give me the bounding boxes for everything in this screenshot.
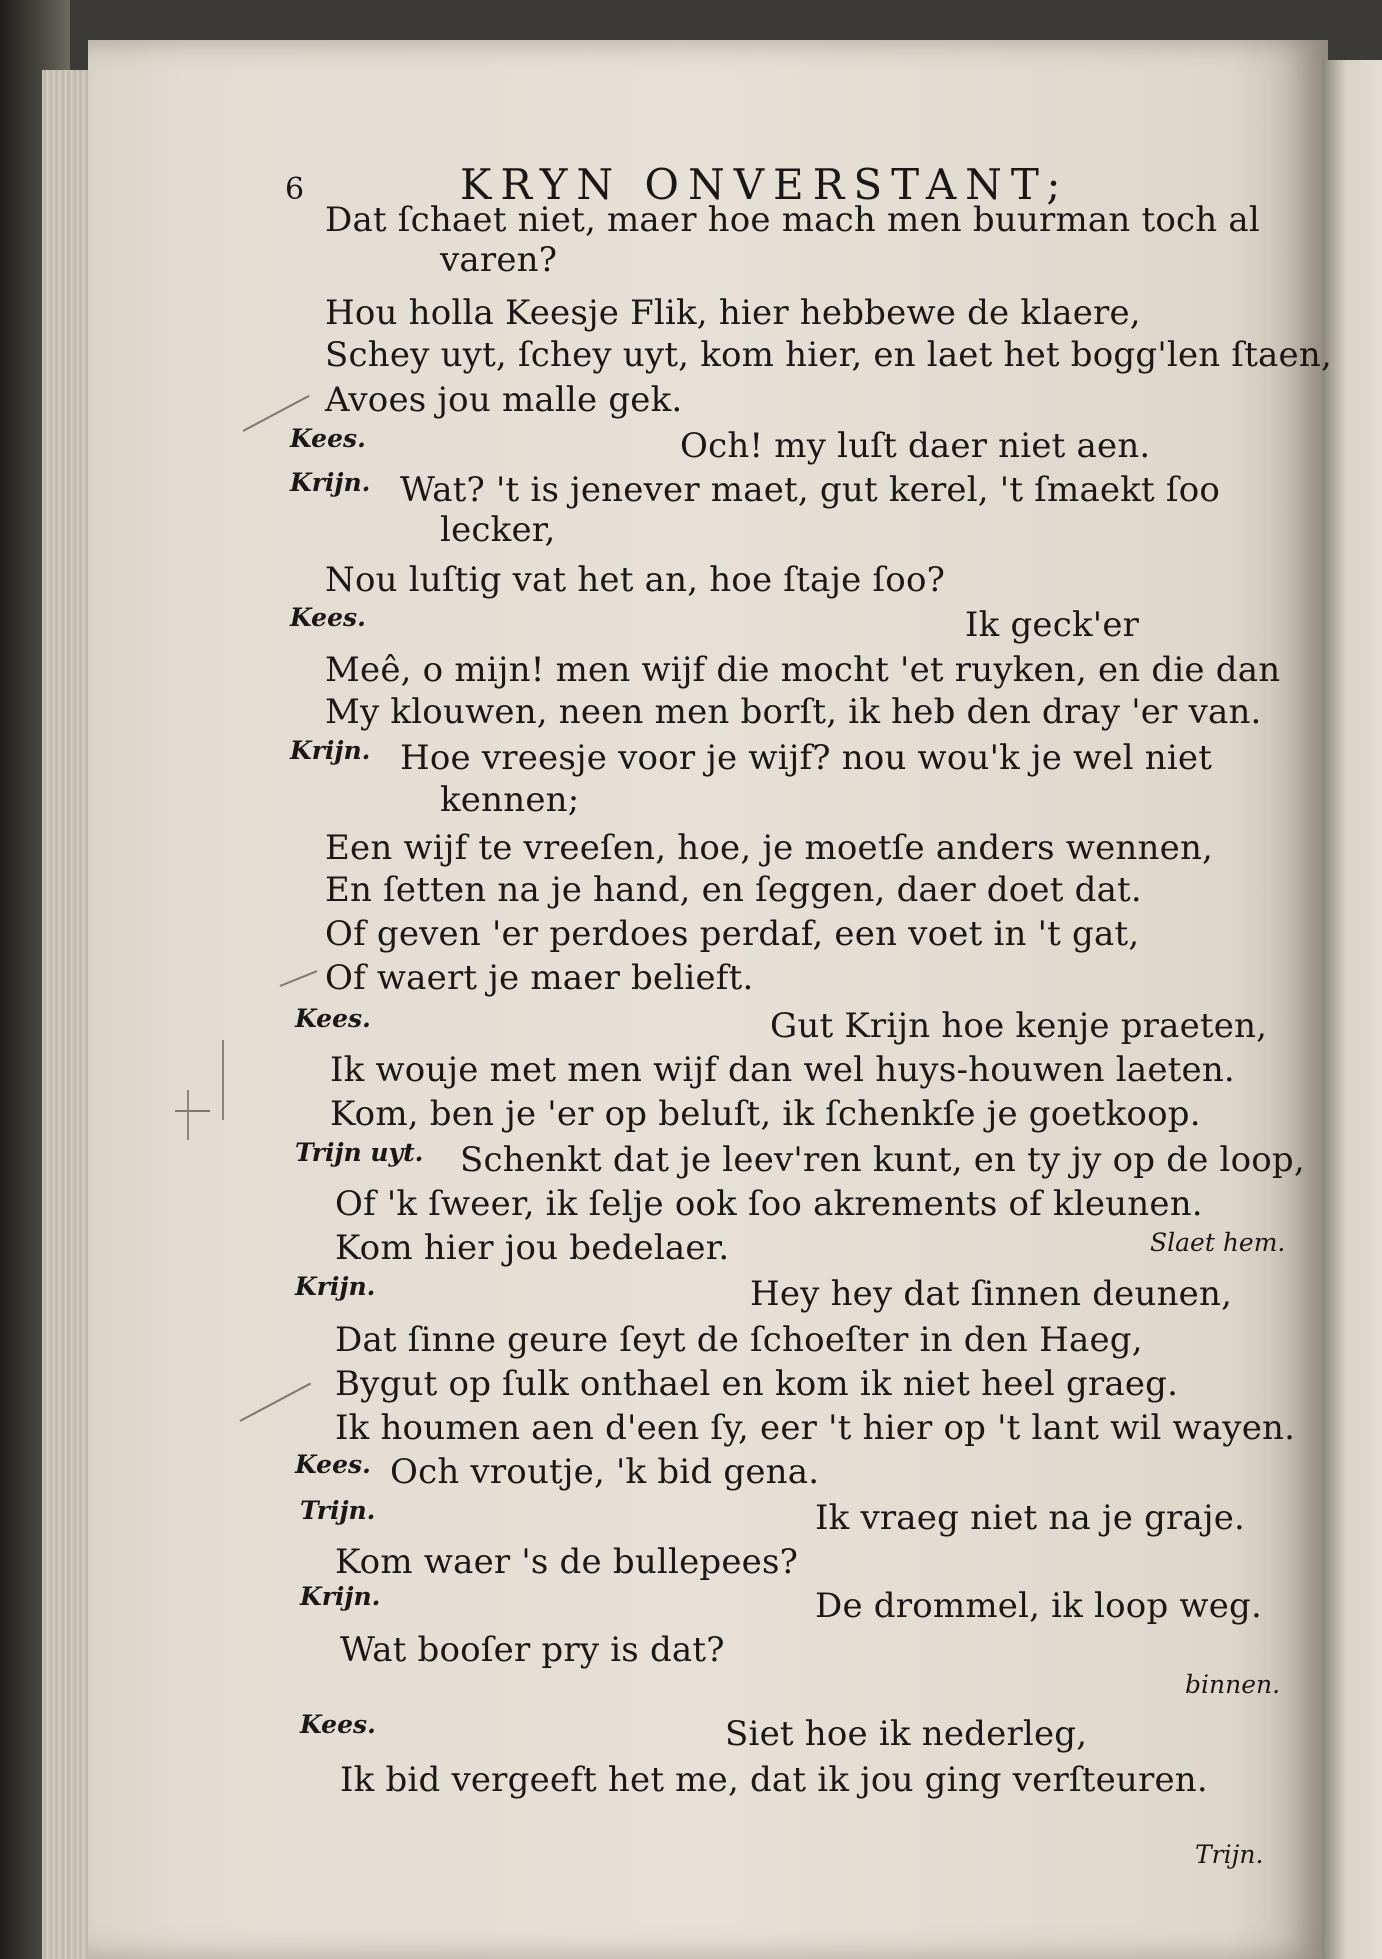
verse-line: Hou holla Keesje Flik, hier hebbewe de klaere,	[325, 293, 1141, 333]
verse-line: Ik geck'er	[965, 605, 1140, 645]
verse-line: Gut Krijn hoe kenje praeten,	[770, 1006, 1268, 1046]
verse-line: Kom waer 's de bullepees?	[335, 1542, 799, 1582]
speaker-name: Kees.	[290, 424, 366, 453]
verse-line: En ſetten na je hand, en ſeggen, daer doet dat.	[325, 870, 1142, 910]
speaker-name: Kees.	[290, 603, 366, 632]
verse-line: Och! my luſt daer niet aen.	[680, 426, 1151, 466]
speaker-name: Trijn.	[300, 1496, 376, 1525]
pencil-mark	[222, 1040, 224, 1120]
verse-line: Ik houmen aen d'een ſy, eer 't hier op 't lant wil wayen.	[335, 1408, 1296, 1448]
pencil-mark	[175, 1110, 210, 1112]
verse-line: Kom, ben je 'er op beluſt, ik ſchenkſe je goetkoop.	[330, 1094, 1201, 1134]
speaker-name: Trijn uyt.	[295, 1138, 424, 1167]
verse-line: Ik bid vergeeft het me, dat ik jou ging verſteuren.	[340, 1760, 1208, 1800]
verse-line: Nou luſtig vat het an, hoe ſtaje ſoo?	[325, 560, 946, 600]
verse-line: Een wijf te vreeſen, hoe, je moetſe anders wennen,	[325, 828, 1214, 868]
verse-line: Dat ſchaet niet, maer hoe mach men buurman toch al	[325, 200, 1260, 240]
verse-line: Bygut op ſulk onthael en kom ik niet heel graeg.	[335, 1364, 1179, 1404]
verse-line: Of geven 'er perdoes perdaf, een voet in 't gat,	[325, 914, 1140, 954]
catchword: Trijn.	[1195, 1840, 1264, 1869]
speaker-name: Krijn.	[295, 1272, 376, 1301]
running-header: KRYN ONVERSTANT;	[460, 160, 1070, 209]
verse-line: Schenkt dat je leev'ren kunt, en ty jy op de loop,	[460, 1140, 1305, 1180]
verse-line: Och vroutje, 'k bid gena.	[390, 1452, 820, 1492]
verse-line: Ik wouje met men wijf dan wel huys-houwen laeten.	[330, 1050, 1235, 1090]
verse-line: lecker,	[440, 510, 556, 550]
verse-line: Wat booſer pry is dat?	[340, 1630, 725, 1670]
verse-line: De drommel, ik loop weg.	[815, 1586, 1263, 1626]
verse-line: Siet hoe ik nederleg,	[725, 1714, 1088, 1754]
verse-line: Avoes jou malle gek.	[325, 380, 683, 420]
stage-direction: binnen.	[1185, 1670, 1281, 1699]
verse-line: Hoe vreesje voor je wijf? nou wou'k je wel niet	[400, 738, 1213, 778]
verse-line: Of waert je maer belieft.	[325, 958, 754, 998]
verse-line: Kom hier jou bedelaer.	[335, 1228, 730, 1268]
verse-line: Schey uyt, ſchey uyt, kom hier, en laet het bogg'len ſtaen,	[325, 335, 1332, 375]
speaker-name: Krijn.	[290, 736, 371, 765]
verse-line: My klouwen, neen men borſt, ik heb den dray 'er van.	[325, 692, 1262, 732]
page-number: 6	[285, 172, 305, 207]
verse-line: varen?	[440, 240, 558, 280]
verse-line: Meê, o mijn! men wijf die mocht 'et ruyken, en die dan	[325, 650, 1281, 690]
speaker-name: Kees.	[295, 1450, 371, 1479]
speaker-name: Kees.	[300, 1710, 376, 1739]
verse-line: Dat ſinne geure ſeyt de ſchoeſter in den Haeg,	[335, 1320, 1143, 1360]
stage-direction: Slaet hem.	[1150, 1228, 1286, 1257]
pencil-mark	[187, 1090, 189, 1140]
verse-line: Of 'k ſweer, ik ſelje ook ſoo akrements of kleunen.	[335, 1184, 1203, 1224]
speaker-name: Krijn.	[300, 1582, 381, 1611]
verse-line: Hey hey dat ſinnen deunen,	[750, 1274, 1233, 1314]
verse-line: Ik vraeg niet na je graje.	[815, 1498, 1246, 1538]
verse-line: Wat? 't is jenever maet, gut kerel, 't ſmaekt ſoo	[400, 470, 1221, 510]
verse-line: kennen;	[440, 780, 580, 820]
speaker-name: Krijn.	[290, 468, 371, 497]
speaker-name: Kees.	[295, 1004, 371, 1033]
